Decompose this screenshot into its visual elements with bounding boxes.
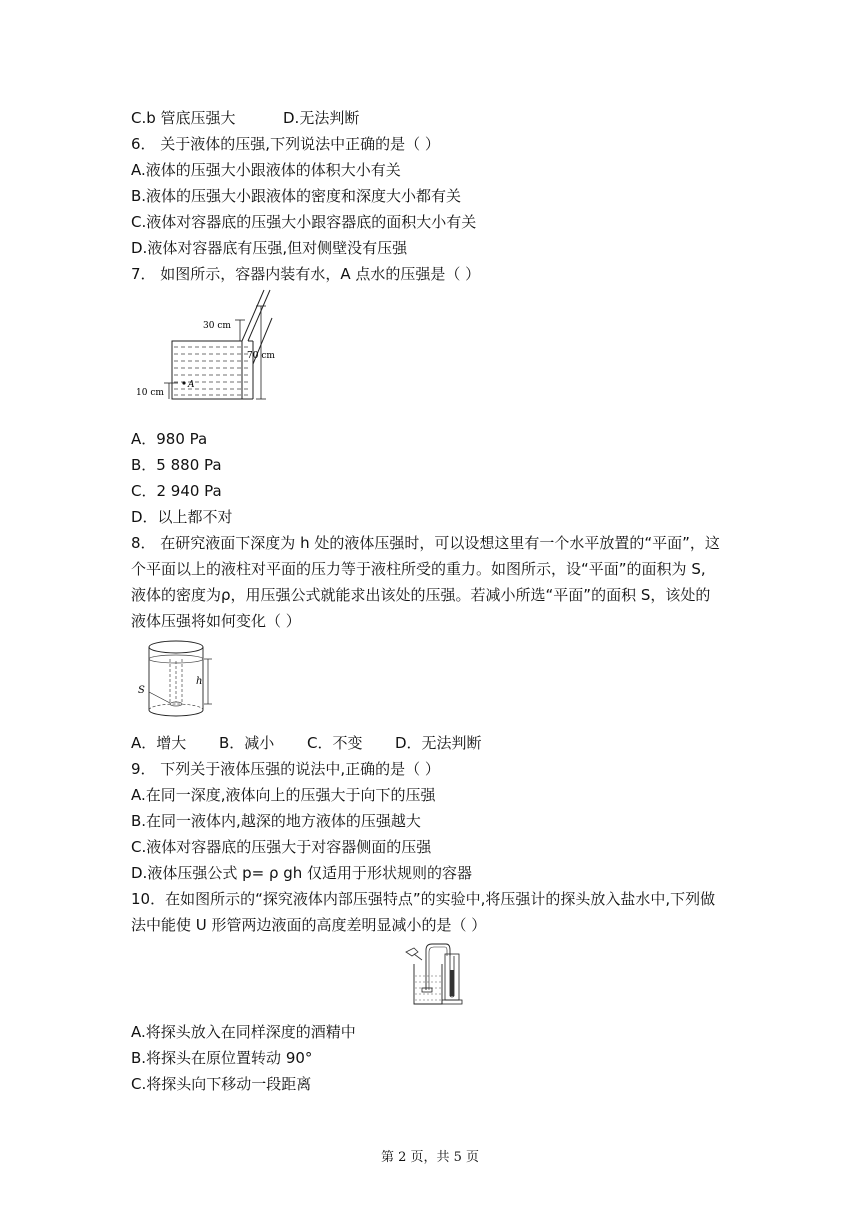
- q5-option-d: D.无法判断: [283, 109, 360, 127]
- q6-option-c: C.液体对容器底的压强大小跟容器底的面积大小有关: [131, 213, 477, 231]
- q7-option-d: D．以上都不对: [131, 508, 233, 526]
- q10-stem-line-2: 法中能使 U 形管两边液面的高度差明显减小的是（ ）: [131, 916, 487, 934]
- q9-option-c: C.液体对容器底的压强大于对容器侧面的压强: [131, 838, 432, 856]
- q8-stem-line-2: 个平面以上的液柱对平面的压力等于液柱所受的重力。如图所示，设“平面”的面积为 S,: [131, 560, 706, 578]
- q7-container-figure: [136, 284, 286, 406]
- q5-option-c: C.b 管底压强大: [131, 109, 236, 127]
- q10-stem-line-1: 10．在如图所示的“探究液体内部压强特点”的实验中,将压强计的探头放入盐水中,下列做: [131, 890, 716, 908]
- q7-stem: 7． 如图所示，容器内装有水，A 点水的压强是（ ）: [131, 265, 481, 283]
- q7-option-a: A．980 Pa: [131, 430, 208, 448]
- q7-label-30cm: 30 cm: [203, 321, 231, 331]
- q7-option-c: C．2 940 Pa: [131, 482, 222, 500]
- q8-label-s: S: [138, 685, 145, 696]
- q10-pressure-gauge-figure: [400, 940, 470, 1010]
- q6-stem: 6． 关于液体的压强,下列说法中正确的是（ ）: [131, 135, 440, 153]
- q8-options: [131, 733, 482, 753]
- q8-stem-line-1: 8． 在研究液面下深度为 h 处的液体压强时，可以设想这里有一个水平放置的“平面”，这: [131, 534, 720, 552]
- q10-option-b: B.将探头在原位置转动 90°: [131, 1049, 313, 1067]
- q8-label-h: h: [196, 676, 203, 687]
- q10-option-c: C.将探头向下移动一段距离: [131, 1075, 312, 1093]
- q9-option-b: B.在同一液体内,越深的地方液体的压强越大: [131, 812, 421, 830]
- q8-cylinder-figure: [136, 636, 216, 726]
- q7-option-b: B．5 880 Pa: [131, 456, 222, 474]
- q6-option-a: A.液体的压强大小跟液体的体积大小有关: [131, 161, 401, 179]
- q6-option-b: B.液体的压强大小跟液体的密度和深度大小都有关: [131, 187, 462, 205]
- q7-label-point-a: A: [188, 380, 195, 390]
- q9-stem: 9． 下列关于液体压强的说法中,正确的是（ ）: [131, 760, 440, 778]
- q9-option-a: A.在同一深度,液体向上的压强大于向下的压强: [131, 786, 436, 804]
- q8-stem-line-3: 液体的密度为ρ，用压强公式就能求出该处的压强。若减小所选“平面”的面积 S，该处的: [131, 586, 711, 604]
- q8-stem-line-4: 液体压强将如何变化（ ）: [131, 612, 301, 630]
- q7-label-70cm: 70 cm: [247, 351, 275, 361]
- q8-option-c: C．不变: [307, 734, 363, 752]
- q8-option-b: B．减小: [219, 734, 275, 752]
- q6-option-d: D.液体对容器底有压强,但对侧壁没有压强: [131, 239, 408, 257]
- q10-option-a: A.将探头放入在同样深度的酒精中: [131, 1023, 356, 1041]
- page-footer: 第 2 页，共 5 页: [380, 1150, 480, 1165]
- q8-option-a: A．增大: [131, 734, 187, 752]
- q9-option-d: D.液体压强公式 p= ρ gh 仅适用于形状规则的容器: [131, 864, 473, 882]
- q8-option-d: D．无法判断: [395, 734, 482, 752]
- q7-label-10cm: 10 cm: [136, 388, 164, 398]
- q5-options: [131, 108, 359, 128]
